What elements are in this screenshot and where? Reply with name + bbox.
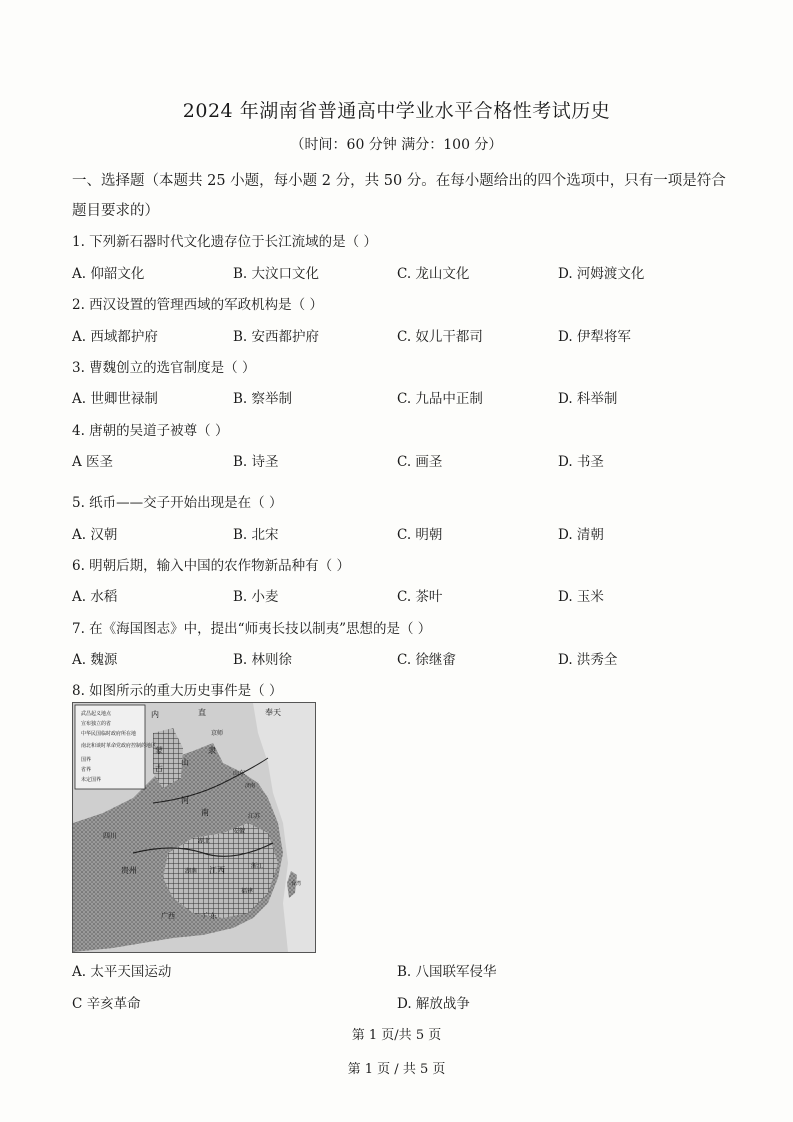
option-a: A. 魏源 bbox=[72, 652, 118, 668]
question-stem: 1. 下列新石器时代文化遗存位于长江流域的是（ ） bbox=[72, 234, 377, 250]
page-number-footer: 第 1 页 / 共 5 页 bbox=[347, 1062, 446, 1077]
map-label: 京师 bbox=[211, 730, 224, 737]
map-graphic bbox=[73, 703, 315, 952]
option-b: B. 林则徐 bbox=[233, 652, 293, 668]
legend-item: 省界 bbox=[81, 767, 92, 773]
map-label: 浙江 bbox=[251, 863, 264, 870]
option-c: C. 明朝 bbox=[397, 527, 443, 543]
option-c: C. 九品中正制 bbox=[397, 391, 483, 407]
map-label: 山 bbox=[181, 758, 189, 767]
option-b: B. 北宋 bbox=[233, 527, 279, 543]
map-label: 直 bbox=[198, 708, 206, 717]
option-b: B. 安西都护府 bbox=[233, 329, 320, 345]
option-b: B. 八国联军侵华 bbox=[397, 964, 497, 980]
option-c: C. 龙山文化 bbox=[397, 266, 470, 282]
option-a: A 医圣 bbox=[72, 454, 114, 470]
map-label: 湖南 bbox=[185, 868, 198, 875]
historical-map-figure bbox=[72, 702, 316, 953]
legend-item: 国界 bbox=[81, 757, 92, 763]
option-c: C. 画圣 bbox=[397, 454, 443, 470]
map-label: 江西 bbox=[209, 866, 225, 875]
map-label: 南 bbox=[201, 808, 209, 817]
map-label: 台湾 bbox=[291, 881, 302, 887]
map-label: 山东 bbox=[233, 770, 246, 777]
option-c: C. 茶叶 bbox=[397, 589, 443, 605]
map-label: 隶 bbox=[208, 746, 216, 755]
map-label: 蒙 bbox=[155, 746, 163, 755]
exam-subtitle: （时间：60 分钟 满分：100 分） bbox=[290, 137, 503, 153]
map-label: 奉天 bbox=[265, 708, 281, 717]
legend-item: 武昌起义地点 bbox=[81, 711, 112, 717]
question-stem: 7. 在《海国图志》中，提出“师夷长技以制夷”思想的是（ ） bbox=[72, 621, 432, 637]
option-d: D. 玉米 bbox=[558, 589, 604, 605]
option-d: D. 河姆渡文化 bbox=[558, 266, 645, 282]
map-label: 古 bbox=[155, 764, 163, 773]
question-stem: 4. 唐朝的吴道子被尊（ ） bbox=[72, 423, 229, 439]
map-label: 江苏 bbox=[248, 813, 261, 820]
map-label: 贵州 bbox=[121, 866, 137, 875]
map-label: 广西 bbox=[161, 912, 175, 920]
section-intro: 一、选择题（本题共 25 小题，每小题 2 分，共 50 分。在每小题给出的四个选项中，只有一项是符合题目要求的） bbox=[72, 173, 726, 219]
question-stem: 2. 西汉设置的管理西域的军政机构是（ ） bbox=[72, 297, 323, 313]
question-stem: 3. 曹魏创立的选官制度是（ ） bbox=[72, 360, 256, 376]
option-c: C. 奴儿干都司 bbox=[397, 329, 483, 345]
page-number: 第 1 页/共 5 页 bbox=[351, 1028, 442, 1043]
exam-title: 2024 年湖南省普通高中学业水平合格性考试历史 bbox=[182, 100, 611, 122]
map-label: 广东 bbox=[203, 912, 217, 920]
option-b: B. 察举制 bbox=[233, 391, 293, 407]
map-label: 河 bbox=[181, 796, 189, 805]
question-stem: 6. 明朝后期，输入中国的农作物新品种有（ ） bbox=[72, 558, 350, 574]
option-b: B. 大汶口文化 bbox=[233, 266, 320, 282]
legend-item: 未定国界 bbox=[81, 777, 102, 783]
option-a: A. 仰韶文化 bbox=[72, 266, 145, 282]
option-a: A. 西域都护府 bbox=[72, 329, 158, 345]
option-d: D. 洪秀全 bbox=[558, 652, 618, 668]
legend-item: 南北和谈时革命党政府控制的地区 bbox=[81, 743, 157, 749]
option-d: D. 书圣 bbox=[558, 454, 604, 470]
map-label: 湖北 bbox=[198, 838, 211, 845]
option-d: D. 清朝 bbox=[558, 527, 604, 543]
option-b: B. 诗圣 bbox=[233, 454, 279, 470]
option-a: A. 汉朝 bbox=[72, 527, 118, 543]
map-label: 安徽 bbox=[233, 828, 246, 835]
legend-item: 宣布独立的省 bbox=[81, 721, 112, 727]
option-a: A. 世卿世禄制 bbox=[72, 391, 158, 407]
option-d: D. 伊犁将军 bbox=[558, 329, 631, 345]
option-b: B. 小麦 bbox=[233, 589, 279, 605]
map-label: 福建 bbox=[241, 888, 254, 895]
option-a: A. 太平天国运动 bbox=[72, 964, 172, 980]
option-a: A. 水稻 bbox=[72, 589, 118, 605]
map-label: 济南 bbox=[245, 783, 256, 789]
map-label: 内 bbox=[151, 710, 159, 719]
option-c: C. 徐继畬 bbox=[397, 652, 456, 668]
question-stem: 5. 纸币——交子开始出现是在（ ） bbox=[72, 495, 283, 511]
question-stem: 8. 如图所示的重大历史事件是（ ） bbox=[72, 683, 283, 699]
legend-item: 中华民国临时政府所在地 bbox=[81, 731, 137, 737]
option-d: D. 解放战争 bbox=[397, 996, 470, 1012]
map-label: 四川 bbox=[103, 832, 117, 840]
option-c: C 辛亥革命 bbox=[72, 996, 141, 1012]
option-d: D. 科举制 bbox=[558, 391, 618, 407]
